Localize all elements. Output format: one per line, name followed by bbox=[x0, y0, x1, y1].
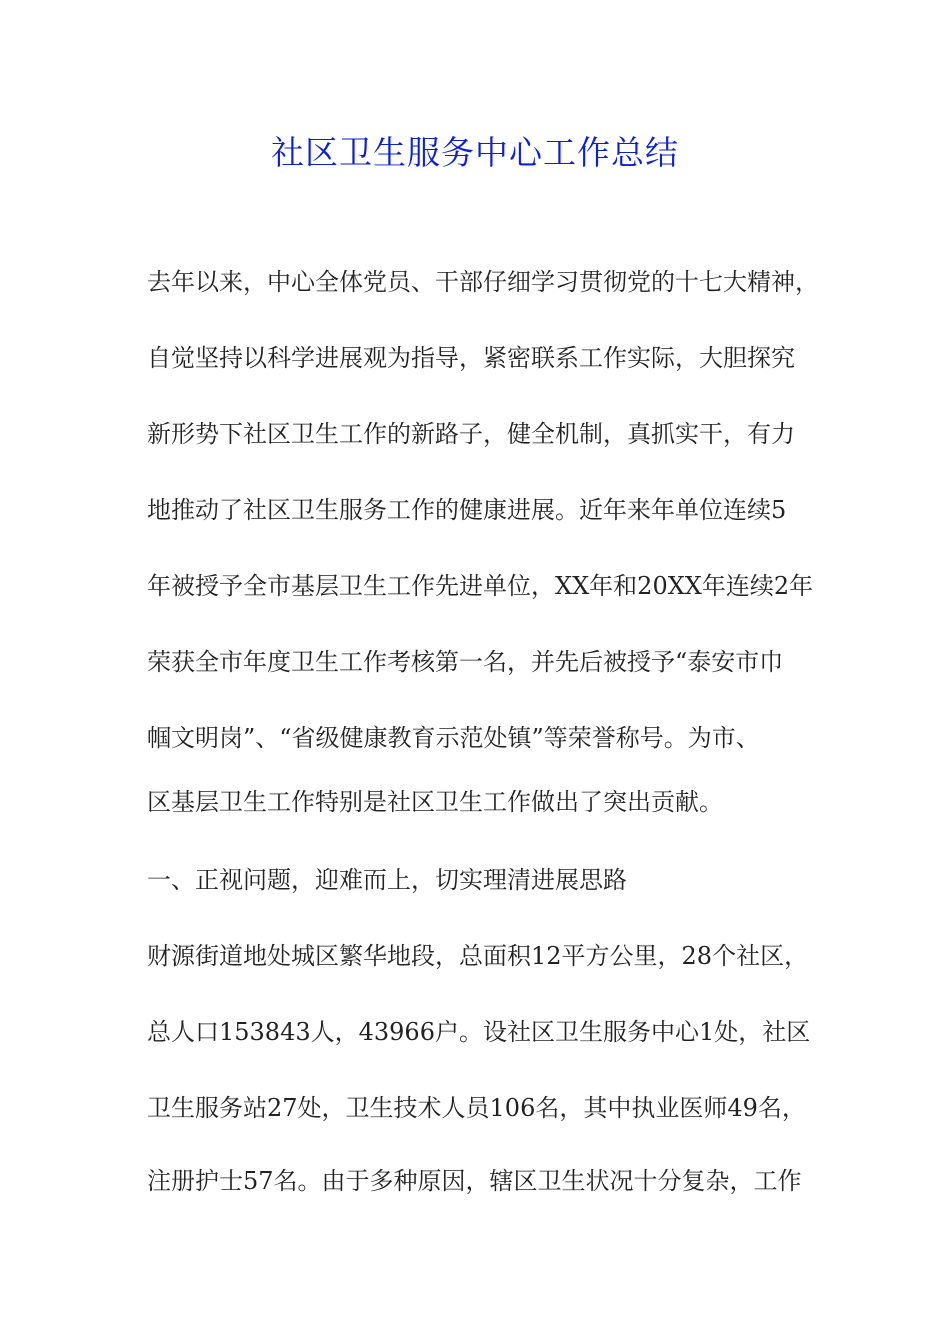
paragraph-line: 去年以来，中心全体党员、干部仔细学习贯彻党的十七大精神， bbox=[147, 268, 819, 296]
document-title: 社区卫生服务中心工作总结 bbox=[271, 133, 679, 172]
paragraph-line: 荣获全市年度卫生工作考核第一名，并先后被授予“泰安市巾 bbox=[147, 648, 784, 676]
paragraph-line: 自觉坚持以科学进展观为指导，紧密联系工作实际，大胆探究 bbox=[147, 344, 795, 372]
paragraph-line: 新形势下社区卫生工作的新路子，健全机制，真抓实干，有力 bbox=[147, 420, 795, 448]
paragraph-line: 财源街道地处城区繁华地段，总面积12平方公里，28个社区， bbox=[147, 942, 809, 970]
section-heading: 一、正视问题，迎难而上，切实理清进展思路 bbox=[147, 866, 627, 894]
paragraph-line: 年被授予全市基层卫生工作先进单位，XX年和20XX年连续2年 bbox=[147, 572, 814, 600]
paragraph-line: 总人口153843人，43966户。设社区卫生服务中心1处，社区 bbox=[147, 1018, 811, 1046]
paragraph-line: 地推动了社区卫生服务工作的健康进展。近年来年单位连续5 bbox=[147, 496, 787, 524]
paragraph-line: 区基层卫生工作特别是社区卫生工作做出了突出贡献。 bbox=[147, 788, 723, 816]
paragraph-line: 卫生服务站27处，卫生技术人员106名，其中执业医师49名， bbox=[147, 1094, 806, 1122]
paragraph-line: 注册护士57名。由于多种原因，辖区卫生状况十分复杂，工作 bbox=[147, 1167, 802, 1195]
paragraph-line: 帼文明岗”、“省级健康教育示范处镇”等荣誉称号。为市、 bbox=[147, 724, 760, 752]
